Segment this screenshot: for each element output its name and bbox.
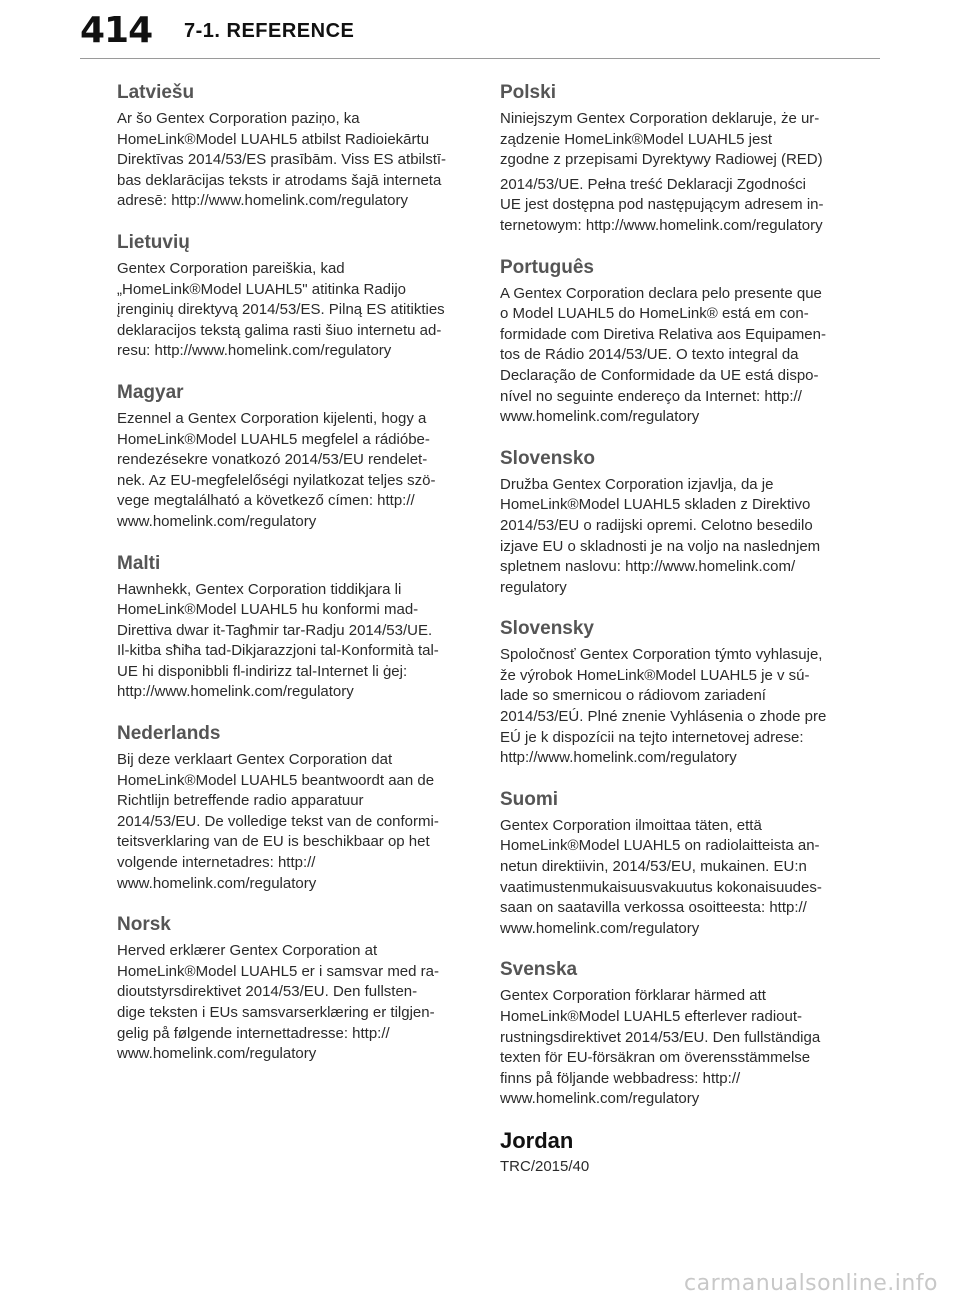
declaration-text: Bij deze verklaart Gentex Corporation dat HomeLink®Model LUAHL5 beantwoordt aan de Richtlijn betreffende radio apparatuur 2014/53/EU. De volledige tekst van de conformi- teitsverklaring van de EU is beschikbaar op het volgende internetadres: http:// www.homelink.com/regulatory — [117, 751, 439, 892]
language-section-jordan — [500, 1128, 845, 1178]
language-heading: Suomi — [500, 788, 559, 810]
header-divider — [80, 58, 880, 59]
language-section-suomi — [500, 787, 845, 940]
declaration-text: 2014/53/UE. Pełna treść Deklaracji Zgodności UE jest dostępna pod następującym adresem in- ternetowym: http://www.homelink.com/regulatory — [500, 175, 824, 234]
language-section-norsk — [117, 912, 462, 1065]
watermark: carmanualsonline.info — [684, 1271, 938, 1296]
language-section-nederlands — [117, 721, 462, 894]
page-number: 414 — [80, 10, 153, 51]
language-heading: Português — [500, 256, 594, 278]
declaration-text: Spoločnosť Gentex Corporation týmto vyhlasuje, že výrobok HomeLink®Model LUAHL5 je v sú- lade so smernicou o rádiovom zariadení 2014/53/EÚ. Plné znenie Vyhlásenia o zhode pre EÚ je k dispozícii na tejto internetovej adrese: http://www.homelink.com/regulatory — [500, 646, 827, 767]
language-heading: Norsk — [117, 914, 171, 936]
language-section-magyar — [117, 380, 462, 533]
language-heading: Magyar — [117, 381, 184, 403]
declaration-text: Ar šo Gentex Corporation paziņo, ka HomeLink®Model LUAHL5 atbilst Radioiekārtu Direktīvas 2014/53/ES prasībām. Viss ES atbilstī- bas deklarācijas teksts ir atrodams šajā interneta adresē: http://www.homelink.com/regulatory — [117, 110, 447, 210]
declaration-text: Herved erklærer Gentex Corporation at HomeLink®Model LUAHL5 er i samsvar med ra- dioutstyrsdirektivet 2014/53/EU. Den fullsten- dige teksten i EUs samsvarserklæring er tilgjen- gelig på følgende internettadresse: http:// www.homelink.com/regulatory — [117, 942, 439, 1063]
page-header — [0, 0, 960, 70]
language-section-svenska — [500, 957, 845, 1110]
declaration-text: Gentex Corporation pareiškia, kad „HomeLink®Model LUAHL5" atitinka Radijo įrenginių direktyvą 2014/53/ES. Pilną ES atitikties deklaracijos tekstą galima rasti šiuo internetu ad- resu: http://www.homelink.com/regulatory — [117, 259, 445, 360]
language-section-slovensko — [500, 446, 845, 599]
language-heading: Lietuvių — [117, 231, 190, 253]
declaration-text: Gentex Corporation ilmoittaa täten, että HomeLink®Model LUAHL5 on radiolaitteista an- netun direktiivin, 2014/53/EU, mukainen. EU:n vaatimustenmukaisuusvakuutus kokonaisuudes- saan on saatavilla verkossa osoitteesta: http:// www.homelink.com/regulatory — [500, 816, 822, 937]
language-section-portugues — [500, 255, 845, 428]
declaration-text: Hawnhekk, Gentex Corporation tiddikjara li HomeLink®Model LUAHL5 hu konformi mad- Direttiva dwar it-Tagħmir tar-Radju 2014/53/UE. Il-kitba sħiħa tad-Dikjarazzjoni tal-Konformità tal- UE hi disponibbli fl-indirizz tal-Internet li ġej: http://www.homelink.com/regulatory — [117, 580, 439, 701]
language-heading: Malti — [117, 552, 161, 574]
right-column — [500, 80, 845, 1196]
declaration-text: Gentex Corporation förklarar härmed att HomeLink®Model LUAHL5 efterlever radiout- rustningsdirektivet 2014/53/EU. Den fullständiga texten för EU-försäkran om överensstämmelse finns på följande webbadress: http:// www.homelink.com/regulatory — [500, 987, 821, 1108]
language-heading: Svenska — [500, 959, 578, 981]
language-heading: Polski — [500, 82, 556, 103]
declaration-text: Družba Gentex Corporation izjavlja, da je HomeLink®Model LUAHL5 skladen z Direktivo 2014/53/EU o radijski opremi. Celotno besedilo izjave EU o skladnosti je na voljo na naslednjem spletnem naslovu: http://www.homelink.com/ regulatory — [500, 475, 821, 596]
section-title: 7-1. REFERENCE — [184, 20, 355, 42]
language-section-polski — [500, 80, 845, 237]
language-section-malti — [117, 551, 462, 704]
declaration-text: Niniejszym Gentex Corporation deklaruje, że ur- ządzenie HomeLink®Model LUAHL5 jest zgodne z przepisami Dyrektywy Radiowej (RED) — [500, 110, 823, 169]
language-section-latviesu — [117, 80, 462, 212]
language-heading: Nederlands — [117, 723, 221, 745]
declaration-text: Ezennel a Gentex Corporation kijelenti, hogy a HomeLink®Model LUAHL5 megfelel a rádióbe- rendezésekre vonatkozó 2014/53/EU rendelet- nek. Az EU-megfelelőségi nyilatkozat teljes szö- vege megtalálható a következő címen: http:// www.homelink.com/regulatory — [117, 409, 436, 530]
declaration-text: TRC/2015/40 — [500, 1157, 590, 1175]
language-heading: Jordan — [500, 1127, 574, 1153]
declaration-text: A Gentex Corporation declara pelo presente que o Model LUAHL5 do HomeLink® está em con- formidade com Diretiva Relativa aos Equipamen- tos de Rádio 2014/53/UE. O texto integral da Declaração de Conformidade da UE está dispo- nível no seguinte endereço da Internet: http:// www.homelink.com/regulatory — [500, 284, 826, 426]
left-column — [117, 80, 462, 1083]
language-section-lietuviu — [117, 230, 462, 362]
language-heading: Slovensky — [500, 618, 594, 640]
language-heading: Latviešu — [117, 82, 195, 103]
language-heading: Slovensko — [500, 447, 596, 469]
language-section-slovensky — [500, 616, 845, 769]
